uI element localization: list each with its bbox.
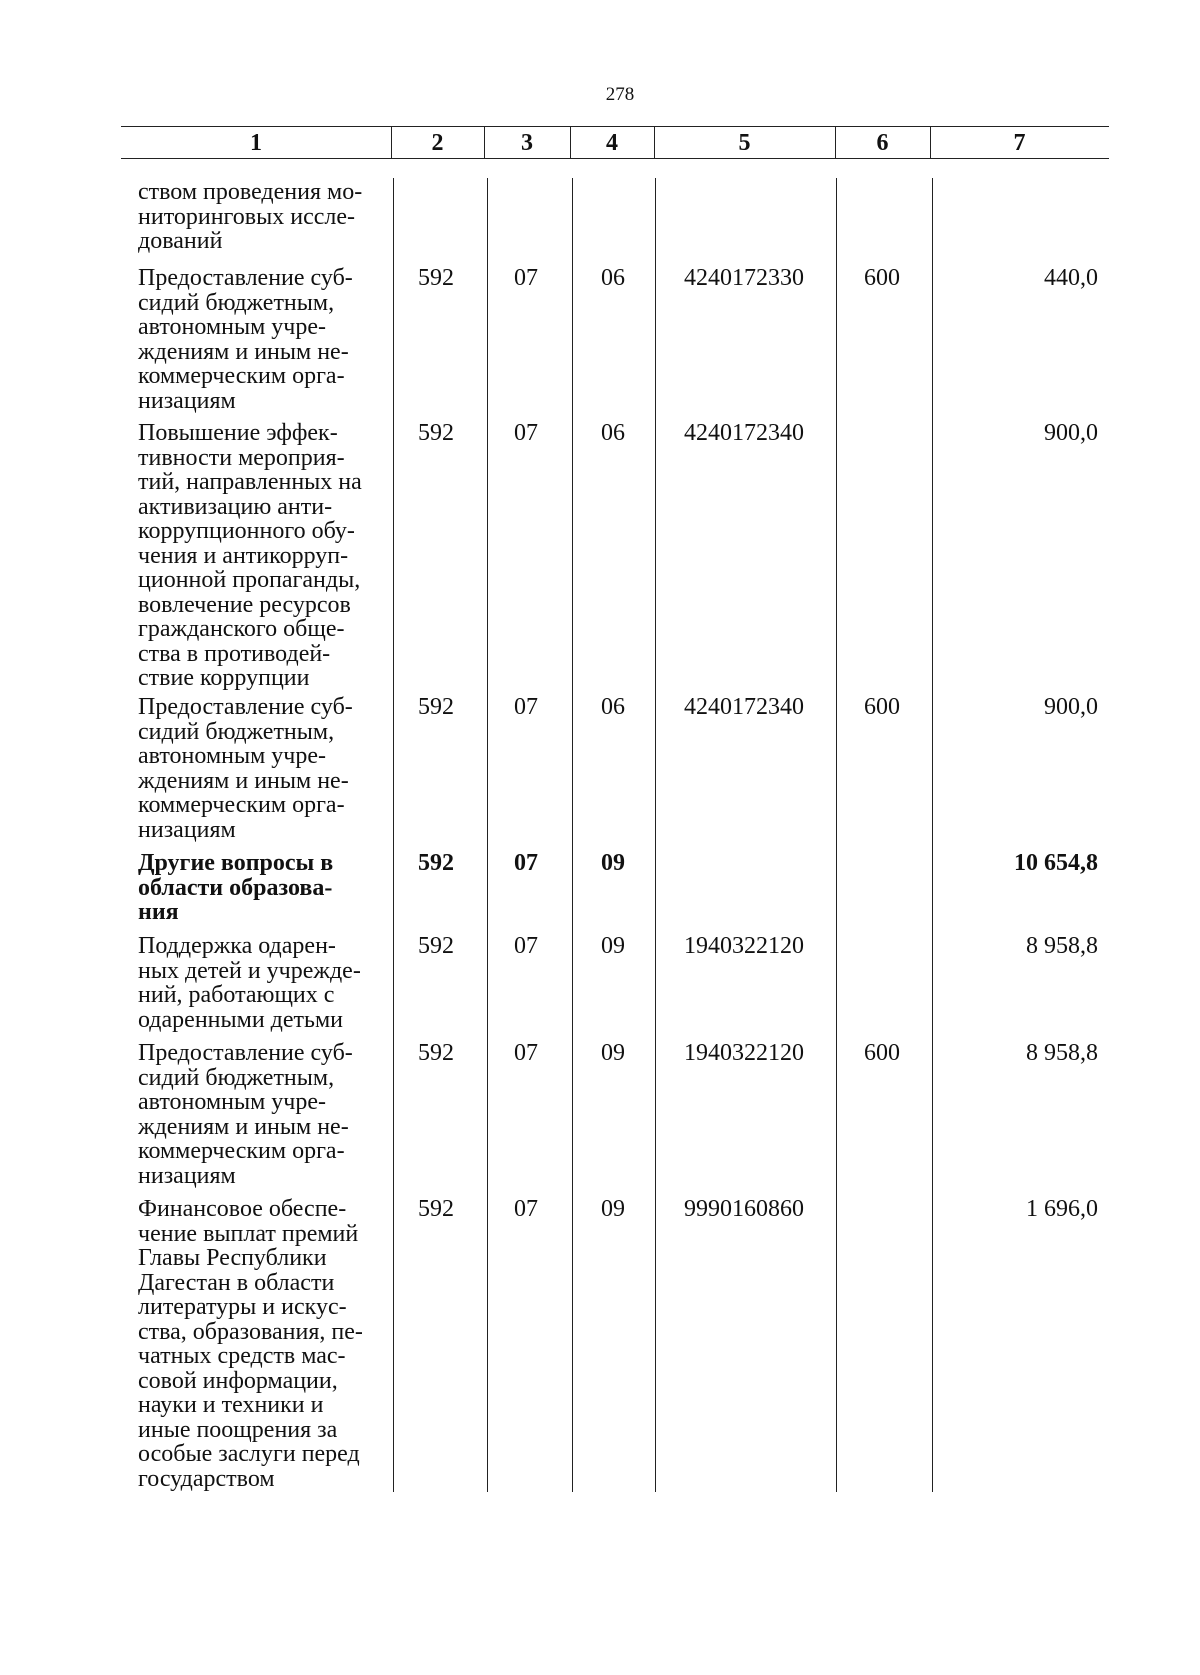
row-section-code: 07 <box>514 694 538 720</box>
row-section-code: 07 <box>514 420 538 446</box>
row-subsection-code: 09 <box>601 850 625 876</box>
row-amount: 440,0 <box>1044 265 1098 291</box>
row-target-code: 4240172330 <box>684 265 804 291</box>
row-description: Предоставление суб- сидий бюджетным, автономным учре- ждениям и иным не- коммерческим орга- низациям <box>138 1040 353 1189</box>
row-description: ством проведения мо- ниторинговых иссле- дований <box>138 179 363 254</box>
table-top-rule <box>121 126 1109 127</box>
row-amount: 8 958,8 <box>1026 1040 1098 1066</box>
row-description: Другие вопросы в области образова- ния <box>138 850 334 925</box>
row-subsection-code: 06 <box>601 265 625 291</box>
page-number: 278 <box>605 84 635 105</box>
row-section-code: 07 <box>514 1040 538 1066</box>
row-section-code: 07 <box>514 265 538 291</box>
row-target-code: 4240172340 <box>684 694 804 720</box>
row-amount: 1 696,0 <box>1026 1196 1098 1222</box>
row-subsection-code: 09 <box>601 1196 625 1222</box>
header-col-4: 4 <box>606 130 618 156</box>
row-description: Предоставление суб- сидий бюджетным, автономным учре- ждениям и иным не- коммерческим орга- низациям <box>138 265 353 414</box>
row-target-code: 1940322120 <box>684 933 804 959</box>
row-ministry-code: 592 <box>418 420 454 446</box>
row-target-code: 9990160860 <box>684 1196 804 1222</box>
row-description: Финансовое обеспе- чение выплат премий Главы Республики Дагестан в области литературы и искус- ства, образования, пе- чатных средств мас- совой информации, науки и техники и иные поощрения за особые заслуги перед государством <box>138 1196 363 1492</box>
row-target-code: 4240172340 <box>684 420 804 446</box>
column-line <box>393 178 394 1492</box>
header-col-6: 6 <box>876 130 889 156</box>
row-ministry-code: 592 <box>418 1040 454 1066</box>
row-expense-type: 600 <box>864 265 900 291</box>
column-line <box>572 178 573 1492</box>
header-col-1: 1 <box>250 130 262 156</box>
row-subsection-code: 09 <box>601 1040 625 1066</box>
header-col-2: 2 <box>431 130 444 156</box>
row-expense-type: 600 <box>864 694 900 720</box>
column-line <box>932 178 933 1492</box>
row-amount: 900,0 <box>1044 694 1098 720</box>
row-description: Предоставление суб- сидий бюджетным, автономным учре- ждениям и иным не- коммерческим орга- низациям <box>138 694 353 843</box>
row-description: Поддержка одарен- ных детей и учрежде- ний, работающих с одаренными детьми <box>138 933 361 1033</box>
row-subsection-code: 06 <box>601 694 625 720</box>
row-ministry-code: 592 <box>418 850 454 876</box>
row-amount: 10 654,8 <box>1014 850 1098 876</box>
row-section-code: 07 <box>514 1196 538 1222</box>
row-section-code: 07 <box>514 850 538 876</box>
column-line <box>836 178 837 1492</box>
header-col-3: 3 <box>521 130 533 156</box>
row-amount: 8 958,8 <box>1026 933 1098 959</box>
row-section-code: 07 <box>514 933 538 959</box>
header-col-7: 7 <box>1013 130 1026 156</box>
row-expense-type: 600 <box>864 1040 900 1066</box>
row-subsection-code: 09 <box>601 933 625 959</box>
row-amount: 900,0 <box>1044 420 1098 446</box>
header-col-5: 5 <box>738 130 751 156</box>
column-line <box>487 178 488 1492</box>
row-description: Повышение эффек- тивности мероприя- тий, направленных на активизацию анти- коррупционного обу- чения и антикорруп- ционной пропаганды, вовлечение ресурсов гражданского обще- ства в противодей- ствие коррупции <box>138 420 362 691</box>
row-ministry-code: 592 <box>418 265 454 291</box>
table-header-bottom-rule <box>121 158 1109 159</box>
column-line <box>655 178 656 1492</box>
row-ministry-code: 592 <box>418 933 454 959</box>
row-target-code: 1940322120 <box>684 1040 804 1066</box>
row-ministry-code: 592 <box>418 1196 454 1222</box>
row-ministry-code: 592 <box>418 694 454 720</box>
row-subsection-code: 06 <box>601 420 625 446</box>
